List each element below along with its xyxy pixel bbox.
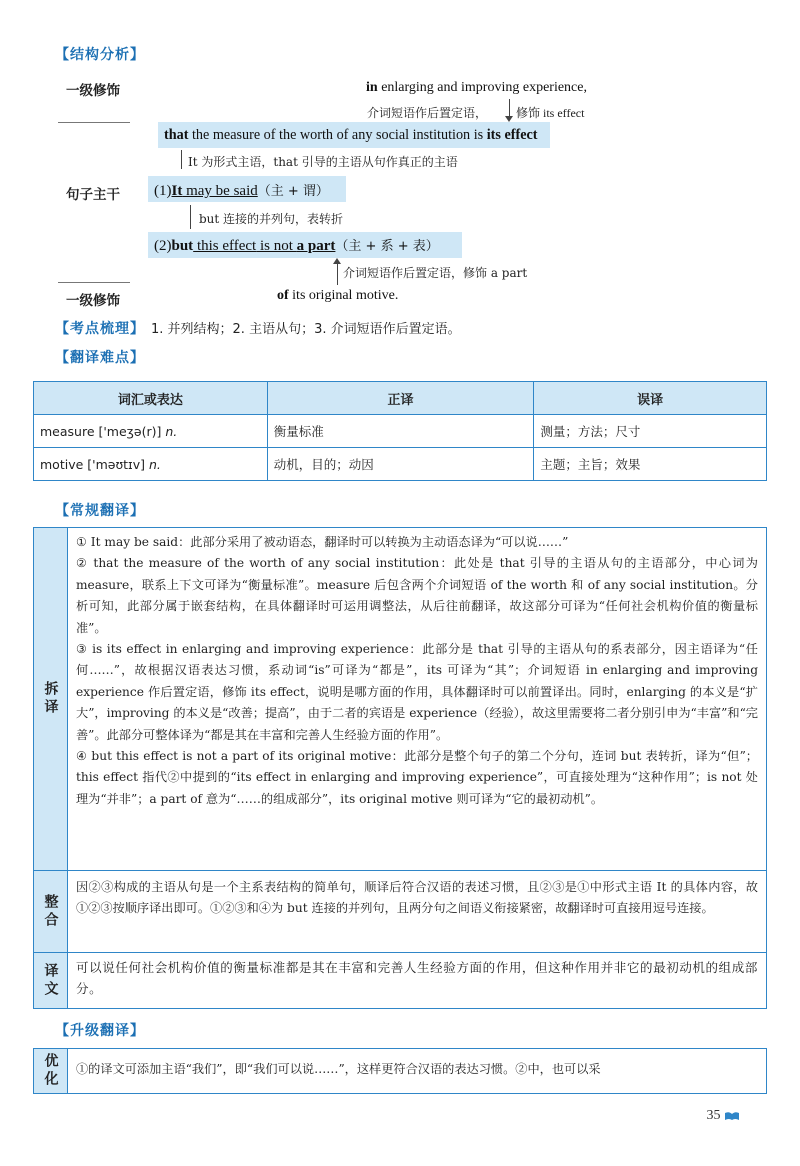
- table-header: 误译: [534, 382, 767, 415]
- translation-box: [33, 953, 767, 1009]
- table-cell-wrong: 测量；方法；尺寸: [534, 415, 767, 448]
- modifier-note: 介词短语作后置定语，: [367, 106, 488, 120]
- modifier-of-phrase: of its original motive.: [277, 288, 399, 303]
- table-header: 正译: [267, 382, 534, 415]
- connector-line: [337, 263, 338, 285]
- table-header: 词汇或表达: [34, 382, 268, 415]
- paragraph: ① It may be said：此部分采用了被动语态，翻译时可以转换为主动语态译为“可以说……”: [76, 535, 569, 549]
- side-label: 整合: [34, 871, 68, 952]
- modifier-in-phrase: in enlarging and improving experience,: [366, 80, 587, 95]
- note-formal-subject: It 为形式主语，that 引导的主语从句作真正的主语: [188, 155, 458, 169]
- table-header-row: [34, 382, 767, 415]
- section-heading-regular: 【常规翻译】: [55, 503, 145, 519]
- side-label: 优化: [34, 1049, 68, 1093]
- page-number: 35: [707, 1108, 741, 1124]
- modifier-note-target: 修饰 its effect: [516, 106, 585, 120]
- section-heading-points: 【考点梳理】: [55, 321, 145, 337]
- note-prepositional: 介词短语作后置定语，修饰 a part: [343, 266, 528, 280]
- label-modifier-bottom: 一级修饰: [66, 293, 120, 309]
- paragraph: ② that the measure of the worth of any social institution：此处是 that 引导的主语从句的主语部分，中心词为 measure，联系上下文可译为“衡量标准”。measure 后包含两个介词短语 of the worth 和 of any social institution。分析可知，此部分属于嵌套结构，在具体翻译时可运用调整法，从后往前翻译，故这部分可译为“任何社会机构价值的衡量标准”。: [76, 556, 758, 635]
- divider: [58, 122, 130, 123]
- section-heading-structure: 【结构分析】: [55, 47, 145, 63]
- section-heading-upgrade: 【升级翻译】: [55, 1023, 145, 1039]
- table-cell-wrong: 主题；主旨；效果: [534, 448, 767, 481]
- divider: [58, 282, 130, 283]
- side-label: 译文: [34, 953, 68, 1008]
- side-label: 拆译: [34, 528, 68, 870]
- connector-line: [181, 150, 182, 169]
- table-row: [34, 415, 767, 448]
- optimize-box: [33, 1048, 767, 1094]
- split-translation-text: [76, 532, 758, 810]
- label-sentence-trunk: 句子主干: [66, 187, 120, 203]
- table-row: [34, 448, 767, 481]
- sentence-2: (2)but this effect is not a part（主 + 系 + 表）: [154, 238, 439, 254]
- connector-line: [509, 99, 510, 116]
- table-cell-right: 衡量标准: [267, 415, 534, 448]
- optimize-text: ①的译文可添加主语“我们”，即“我们可以说……”，这样更符合汉语的表达习惯。②中，也可以采: [76, 1062, 601, 1076]
- note-coordinate: but 连接的并列句，表转折: [199, 212, 344, 226]
- points-text: 1. 并列结构；2. 主语从句；3. 介词短语作后置定语。: [151, 322, 461, 337]
- vocab-table: [33, 381, 767, 481]
- that-clause: that the measure of the worth of any social institution is its effect: [164, 127, 538, 143]
- translation-text: 可以说任何社会机构价值的衡量标准都是其在丰富和完善人生经验方面的作用，但这种作用并非它的最初动机的组成部分。: [76, 960, 758, 997]
- section-heading-difficulty: 【翻译难点】: [55, 350, 145, 366]
- combine-box: [33, 871, 767, 953]
- table-cell-word: measure ['meʒə(r)] n.: [34, 415, 268, 448]
- table-cell-word: motive ['məʊtɪv] n.: [34, 448, 268, 481]
- label-modifier-top: 一级修饰: [66, 83, 120, 99]
- paragraph: ③ is its effect in enlarging and improving experience：此部分是 that 引导的主语从句的系表部分，因主语译为“任何……”，故根据汉语表达习惯，系动词“is”可译为“都是”，its 可译为“其”；介词短语 in enlarging and improving experience 作后置定语，修饰 its effect，说明是哪方面的作用，具体翻译时可以前置译出。同时，enlarging 的本义是“扩大”，improving 的本义是“改善；提高”，由于二者的宾语是 experience（经验），故这里需要将二者分别引申为“丰富”和“完善”。此部分可整体译为“都是其在丰富和完善人生经验方面的作用”。: [76, 642, 758, 742]
- combine-text: 因②③构成的主语从句是一个主系表结构的简单句，顺译后符合汉语的表述习惯，且②③是①中形式主语 It 的具体内容，故①②③按顺序译出即可。①②③和④为 but 连接的并列句，且两分句之间语义衔接紧密，故翻译时可直接用逗号连接。: [76, 880, 758, 916]
- split-translation-box: [33, 527, 767, 871]
- sentence-1: (1)It may be said（主 + 谓）: [154, 183, 329, 199]
- paragraph: ④ but this effect is not a part of its original motive：此部分是整个句子的第二个分句，连词 but 表转折，译为“但”；this effect 指代②中提到的“its effect in enlarging and improving experience”，可直接处理为“这种作用”；is not 处理为“并非”；a part of 意为“……的组成部分”，its original motive 则可译为“它的最初动机”。: [76, 749, 758, 806]
- book-icon: [724, 1111, 740, 1121]
- table-cell-right: 动机，目的；动因: [267, 448, 534, 481]
- connector-line: [190, 205, 191, 229]
